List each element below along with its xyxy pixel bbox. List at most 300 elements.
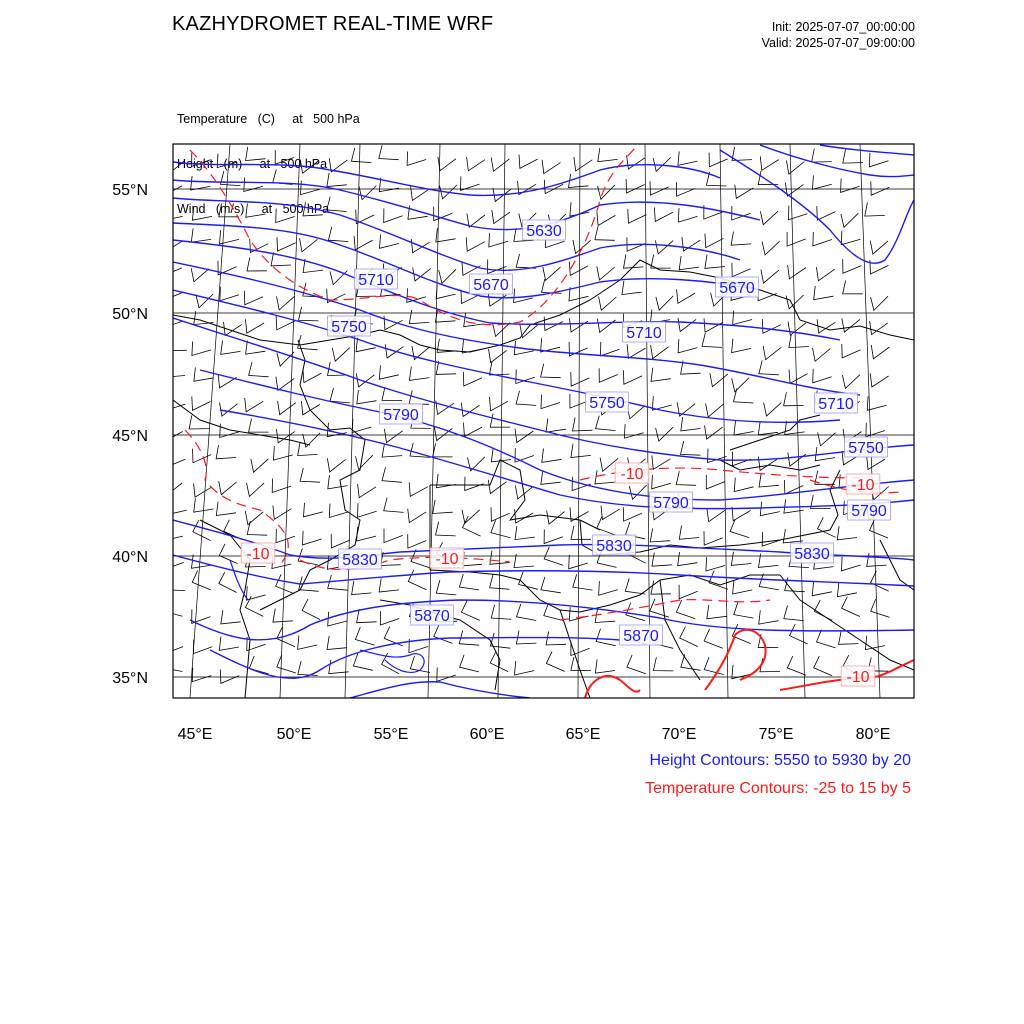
wind-barb [276, 574, 295, 593]
wind-barb [194, 367, 214, 381]
wind-barb [491, 158, 509, 172]
wind-barb [515, 429, 533, 443]
lat-label-35: 35°N [112, 670, 148, 687]
wind-barb [784, 606, 804, 621]
wind-barb [678, 552, 698, 566]
wind-barb [519, 572, 538, 589]
wind-barb [459, 574, 479, 590]
wind-barb [790, 624, 808, 644]
wind-barb [760, 211, 778, 225]
wind-barb [813, 175, 832, 189]
temperature-label [846, 474, 880, 494]
wind-barb [216, 502, 236, 516]
wind-barb [467, 214, 485, 228]
wind-barb [356, 455, 373, 469]
wind-barb [676, 471, 696, 485]
wind-barb [436, 522, 456, 536]
wind-barb [407, 288, 426, 302]
wind-barb [352, 419, 371, 433]
wind-barb [327, 173, 347, 187]
wind-barb [595, 226, 615, 240]
wind-barb [192, 342, 211, 356]
height-label [586, 392, 629, 412]
wind-barb [433, 443, 453, 457]
lon-label-45: 45°E [177, 726, 213, 743]
wind-barb [357, 390, 377, 404]
lon-label-50: 50°E [276, 726, 312, 743]
wind-barb [191, 176, 211, 190]
wind-barb [194, 640, 213, 654]
wind-barb [433, 500, 453, 514]
wind-barb [515, 661, 535, 675]
lon-label-80: 80°E [855, 726, 891, 743]
wind-barb [652, 396, 671, 410]
height-label-text: 5710 [818, 396, 854, 413]
height-label-text: 5830 [596, 538, 632, 555]
height-label-text: 5710 [626, 325, 662, 342]
wind-barb [219, 544, 237, 564]
wind-barb [597, 516, 616, 535]
wind-barb [382, 387, 402, 401]
field-wind: Wind (m/s) at 500 hPa [177, 202, 330, 216]
temperature-label-text: -10 [435, 551, 459, 568]
temperature-label-text: -10 [846, 669, 870, 686]
wind-barb [437, 474, 457, 488]
wind-barb [462, 510, 480, 524]
wind-barb [623, 507, 642, 521]
temperature-label-text: -10 [851, 477, 875, 494]
wind-barb [813, 232, 832, 246]
wind-barb [246, 319, 265, 333]
wind-barb [332, 348, 350, 362]
wind-barb [623, 370, 642, 384]
wind-barb [301, 401, 320, 415]
wind-barb [625, 578, 645, 594]
wind-barb [541, 577, 561, 593]
wind-barb [732, 206, 751, 220]
wind-barb [277, 237, 296, 251]
wind-barb [867, 396, 886, 410]
wind-barb [165, 577, 185, 591]
height-label [470, 274, 513, 294]
wind-barb [599, 368, 618, 382]
wind-barb [681, 654, 701, 670]
wind-barb [817, 206, 836, 220]
wind-barb [277, 627, 295, 647]
wind-barb [517, 604, 537, 621]
wind-barb [167, 453, 186, 467]
wind-barb [680, 627, 698, 647]
wind-barb [676, 600, 695, 619]
wind-barb [842, 557, 861, 571]
wind-barb [249, 362, 269, 377]
wind-barb [192, 397, 211, 411]
wind-barb [652, 553, 672, 567]
wind-barb [814, 286, 834, 300]
wind-barb [167, 160, 185, 174]
wind-barb [571, 444, 591, 458]
wind-barb [870, 321, 888, 335]
wind-barb [759, 610, 779, 624]
wind-barb [787, 656, 806, 675]
wind-barb [411, 549, 430, 568]
wind-barb [732, 378, 749, 392]
wind-barb [492, 210, 510, 224]
wind-barb [651, 345, 669, 359]
wind-barb [221, 669, 240, 683]
wind-barb [246, 586, 265, 600]
wind-barb [762, 532, 781, 546]
height-label-text: 5830 [342, 552, 378, 569]
wind-barb [870, 373, 888, 387]
wind-barb [760, 156, 778, 170]
wind-barb [351, 148, 371, 163]
wind-barb [276, 209, 295, 223]
wind-barb [758, 421, 778, 435]
height-label [593, 535, 636, 555]
wind-barb [709, 571, 728, 590]
wind-barb [221, 610, 241, 624]
lat-label-55: 55°N [112, 182, 148, 199]
temperature-label-text: -10 [246, 546, 270, 563]
wind-barb [304, 503, 323, 517]
wind-barb [327, 197, 347, 212]
wind-barb [467, 157, 485, 171]
wind-barb [707, 508, 725, 522]
wind-barb [438, 157, 456, 171]
latitude-labels [112, 182, 148, 687]
wind-barb [758, 287, 777, 301]
height-label [328, 316, 371, 336]
lon-label-75: 75°E [758, 726, 794, 743]
wind-barb [541, 338, 560, 352]
wind-barb [463, 516, 481, 536]
wind-barb [599, 581, 618, 595]
wind-barb [464, 423, 483, 437]
wind-barb [571, 657, 591, 671]
wind-barb [678, 318, 696, 332]
wind-barb [843, 259, 862, 273]
wind-barb [734, 389, 754, 404]
wind-barb [705, 234, 724, 248]
wind-barb [217, 154, 236, 168]
height-label-text: 5790 [383, 407, 419, 424]
wind-barb [301, 181, 320, 195]
wind-barb [541, 364, 561, 378]
chart-title: KAZHYDROMET REAL-TIME WRF [172, 13, 494, 35]
wind-barb [627, 155, 645, 169]
lat-label-45: 45°N [112, 428, 148, 445]
wind-barb [573, 418, 593, 432]
wind-barb [786, 295, 804, 309]
wind-barb [843, 281, 863, 294]
wind-barb [384, 209, 403, 223]
wind-barb [651, 255, 671, 269]
wind-barb [489, 349, 507, 363]
wind-barb [192, 609, 211, 623]
wind-barb [812, 149, 832, 163]
height-label-text: 5830 [794, 546, 830, 563]
wind-barb [867, 456, 886, 470]
wind-barb [570, 318, 588, 332]
wind-barb [870, 241, 888, 255]
wind-barb [706, 475, 725, 489]
wind-barb [814, 656, 832, 676]
wind-barb [732, 452, 751, 466]
wind-barb [818, 432, 836, 446]
wind-barb [595, 470, 615, 484]
wind-barb [165, 286, 184, 300]
wind-barb [762, 241, 780, 255]
wind-barb [409, 482, 428, 496]
height-label [620, 625, 663, 645]
wind-barb [706, 403, 724, 417]
wind-barb [759, 360, 779, 374]
wind-barb [463, 372, 482, 386]
height-label [845, 437, 888, 457]
wind-barb [841, 179, 860, 193]
wind-barb [192, 206, 212, 220]
temperature-label [615, 463, 649, 483]
wind-barb [871, 599, 890, 617]
wind-barb [841, 213, 858, 227]
wind-barb [597, 212, 616, 226]
wind-barb [352, 581, 372, 595]
wind-barb [837, 526, 857, 540]
wind-barb [731, 552, 751, 566]
temperature-label [841, 666, 875, 686]
wind-barb [789, 370, 808, 384]
wind-barb [652, 475, 671, 489]
wind-barb [597, 266, 615, 280]
wind-barb [596, 416, 616, 431]
wind-barb [273, 505, 291, 519]
wind-barb [866, 423, 885, 437]
wind-barb [837, 583, 857, 597]
wind-barb [707, 605, 727, 619]
wind-barb [220, 403, 238, 417]
wind-barb [734, 602, 754, 618]
wind-barb [704, 629, 723, 648]
wind-barb [546, 418, 566, 432]
wind-barb [461, 601, 479, 621]
wind-barb [762, 319, 781, 333]
wind-barb [358, 484, 376, 498]
wind-barb [353, 653, 373, 670]
wind-barb [598, 148, 618, 162]
lat-label-40: 40°N [112, 549, 148, 566]
wind-barb [191, 228, 211, 242]
wind-barb [598, 185, 615, 199]
wind-barb [732, 339, 752, 353]
wind-barb [244, 178, 263, 192]
wind-barb [251, 459, 269, 473]
wind-barb [382, 467, 402, 482]
wind-barb [541, 471, 561, 485]
wind-barb [731, 232, 751, 246]
wind-barb [167, 501, 187, 515]
wind-barb [165, 363, 185, 377]
field-temperature: Temperature (C) at 500 hPa [177, 112, 360, 126]
wind-barb [277, 655, 296, 673]
wind-barb [357, 527, 376, 541]
wind-barb [489, 233, 508, 247]
wind-barb [519, 155, 538, 169]
wind-barb [571, 642, 590, 656]
wind-barb [439, 269, 456, 283]
wind-barb [247, 521, 267, 535]
height-label-text: 5670 [473, 277, 509, 294]
wind-barb [709, 153, 728, 167]
wind-barb [379, 365, 399, 379]
wind-barb [597, 319, 615, 333]
wind-barb [871, 345, 889, 359]
temperature-label [241, 543, 275, 563]
wind-barb [245, 398, 264, 412]
wind-barb [247, 258, 267, 272]
wind-barb [436, 228, 456, 242]
wind-barb [219, 637, 239, 651]
wind-barb [626, 179, 645, 193]
valid-time: Valid: 2025-07-07_09:00:00 [761, 36, 915, 50]
wind-barb [219, 203, 239, 217]
wind-barb [436, 580, 456, 595]
wind-barb [193, 449, 212, 463]
wind-barb [466, 237, 485, 251]
lon-label-65: 65°E [565, 726, 601, 743]
wind-barb [654, 208, 673, 222]
wind-barb [330, 271, 347, 285]
height-label [339, 549, 382, 569]
wind-barb [732, 147, 752, 161]
wind-barb [759, 574, 779, 590]
init-time: Init: 2025-07-07_00:00:00 [771, 20, 915, 34]
height-contour-legend: Height Contours: 5550 to 5930 by 20 [649, 752, 911, 769]
wind-barb [871, 571, 889, 591]
wind-barb [490, 652, 508, 672]
wind-barb [379, 578, 399, 592]
wind-barb [842, 344, 861, 358]
wind-barb [678, 208, 697, 222]
wind-barb [515, 526, 535, 540]
wind-barb [734, 421, 754, 435]
wind-barb [734, 478, 753, 492]
wind-barb [653, 657, 673, 671]
wind-barb [764, 403, 782, 417]
wind-barb [787, 232, 806, 246]
wind-barb [679, 585, 698, 599]
wind-barb [677, 289, 696, 303]
wind-barb [655, 240, 673, 254]
wind-barb [272, 479, 291, 493]
wind-barb [813, 348, 831, 362]
height-label [380, 404, 423, 424]
wind-barb [789, 334, 809, 348]
wind-barb [678, 339, 697, 353]
wind-barb [601, 342, 620, 356]
wind-barb [867, 553, 887, 567]
wind-barb [812, 582, 832, 596]
height-label [650, 492, 693, 512]
wind-barb [788, 265, 806, 279]
height-label-text: 5630 [526, 223, 562, 240]
wind-barb [220, 230, 240, 244]
wind-barb [275, 150, 294, 164]
wind-barb [328, 575, 348, 590]
height-label-text: 5790 [653, 495, 689, 512]
wind-barb [541, 395, 560, 409]
wind-barb [327, 636, 347, 650]
wind-barb [216, 445, 236, 459]
wind-barb [245, 511, 263, 525]
wind-barb [624, 424, 643, 438]
wind-barb [460, 655, 479, 672]
wind-barb [601, 506, 620, 520]
wind-barb [652, 455, 671, 469]
height-label-text: 5790 [851, 503, 887, 520]
wind-barb [573, 574, 593, 590]
wind-barb [516, 391, 536, 406]
wind-barb [842, 597, 860, 617]
wind-barb [871, 296, 888, 310]
wind-barb [407, 152, 426, 166]
height-label [411, 605, 454, 625]
wind-barb [489, 361, 509, 375]
height-label [623, 322, 666, 342]
wind-barb [515, 509, 534, 523]
wind-barb [221, 341, 241, 355]
wind-barb [546, 652, 564, 672]
wind-barb [219, 481, 237, 495]
wind-barb [656, 296, 673, 310]
wind-barb [870, 519, 888, 538]
wind-barb [249, 419, 269, 433]
height-label-text: 5870 [623, 628, 659, 645]
height-label [523, 220, 566, 240]
wind-barb [681, 441, 701, 455]
lon-label-55: 55°E [373, 726, 409, 743]
wind-barb [817, 630, 836, 648]
height-label-text: 5710 [358, 272, 394, 289]
wind-barb [328, 362, 348, 376]
wind-barb [627, 344, 646, 358]
wind-barb [278, 401, 296, 415]
wind-barb [408, 534, 427, 548]
wind-barb [651, 368, 671, 382]
wind-barb [330, 388, 350, 403]
wind-barb [679, 256, 699, 270]
wind-barb [384, 316, 403, 330]
wind-barb [299, 307, 319, 321]
wind-barb [357, 609, 377, 623]
wind-barb [678, 152, 698, 166]
wind-barb [710, 373, 728, 387]
temperature-contour-legend: Temperature Contours: -25 to 15 by 5 [645, 780, 911, 797]
wind-barb [164, 640, 183, 654]
wind-barb [871, 181, 890, 195]
wind-barb [300, 468, 320, 482]
wind-barb [328, 227, 348, 242]
wind-barb [596, 629, 616, 646]
wind-barb [221, 171, 241, 186]
wind-barb [167, 337, 187, 351]
field-height: Height (m) at 500 hPa [177, 157, 328, 171]
wind-barb [679, 526, 699, 540]
lon-label-60: 60°E [469, 726, 505, 743]
wind-barb [650, 181, 669, 195]
wind-barb [542, 160, 560, 174]
temperature-labels [241, 463, 880, 686]
